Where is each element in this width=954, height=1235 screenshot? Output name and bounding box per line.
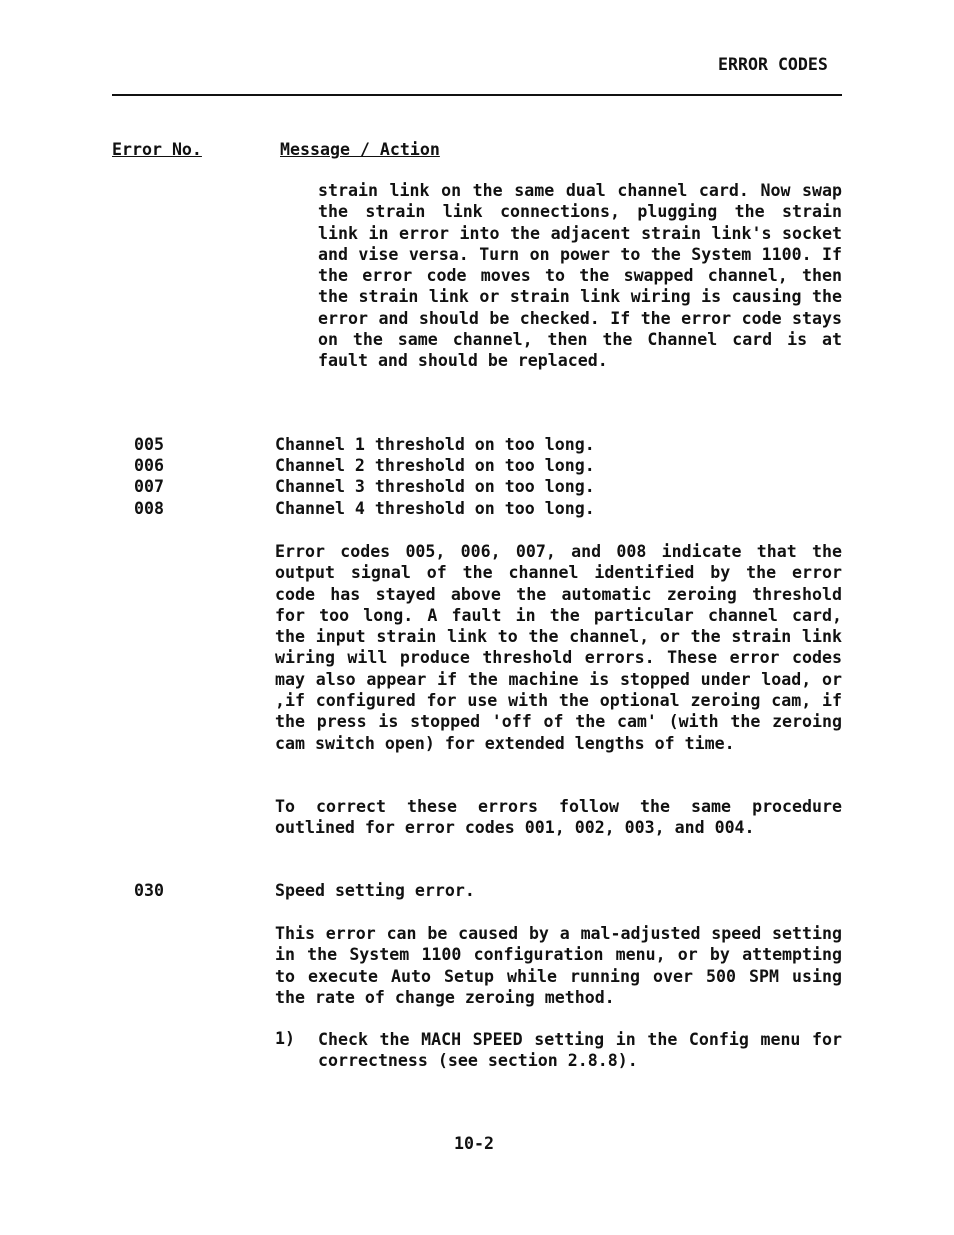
error-code-030: 030 — [134, 881, 164, 900]
error-code-006: 006 — [134, 456, 164, 475]
column-header-error-no: Error No. — [112, 140, 202, 159]
step-text: Check the MACH SPEED setting in the Config menu for correctness (see section 2.8.8). — [318, 1030, 842, 1071]
error-message-006: Channel 2 threshold on too long. — [275, 456, 595, 475]
continuation-paragraph: strain link on the same dual channel card. Now swap the strain link connections, plugging the strain link in error into the adjacent strain link's socket and vise versa. Turn on power to the System 1100. If the error code moves to the swapped channel, then the strain link or strain link wiring is causing the error and should be checked. If the error code stays on the same channel, then the Channel card is at fault and should be replaced. — [318, 181, 842, 371]
error-message-008: Channel 4 threshold on too long. — [275, 499, 595, 518]
step-number: 1) — [275, 1029, 295, 1048]
threshold-explanation-paragraph: Error codes 005, 006, 007, and 008 indicate that the output signal of the channel identified by the error code has stayed above the automatic zeroing threshold for too long. A fault in the particular channel card, the input strain link to the channel, or the strain link wiring will produce threshold errors. These error codes may also appear if the machine is stopped under load, or ,if configured for use with the optional zeroing cam, if the press is stopped 'off of the cam' (with the zeroing cam switch open) for extended lengths of time. — [275, 542, 842, 753]
error-message-030: Speed setting error. — [275, 881, 475, 900]
error-message-005: Channel 1 threshold on too long. — [275, 435, 595, 454]
header-divider — [112, 94, 842, 96]
error-message-007: Channel 3 threshold on too long. — [275, 477, 595, 496]
threshold-correction-paragraph: To correct these errors follow the same procedure outlined for error codes 001, 002, 003, and 004. — [275, 797, 842, 838]
column-header-message: Message / Action — [280, 140, 440, 159]
error-code-005: 005 — [134, 435, 164, 454]
speed-error-explanation-paragraph: This error can be caused by a mal-adjusted speed setting in the System 1100 configuration menu, or by attempting to execute Auto Setup while running over 500 SPM using the rate of change zeroing method. — [275, 924, 842, 1007]
error-code-008: 008 — [134, 499, 164, 518]
page-header-title: ERROR CODES — [718, 55, 828, 74]
page-number: 10-2 — [454, 1134, 494, 1153]
error-code-007: 007 — [134, 477, 164, 496]
